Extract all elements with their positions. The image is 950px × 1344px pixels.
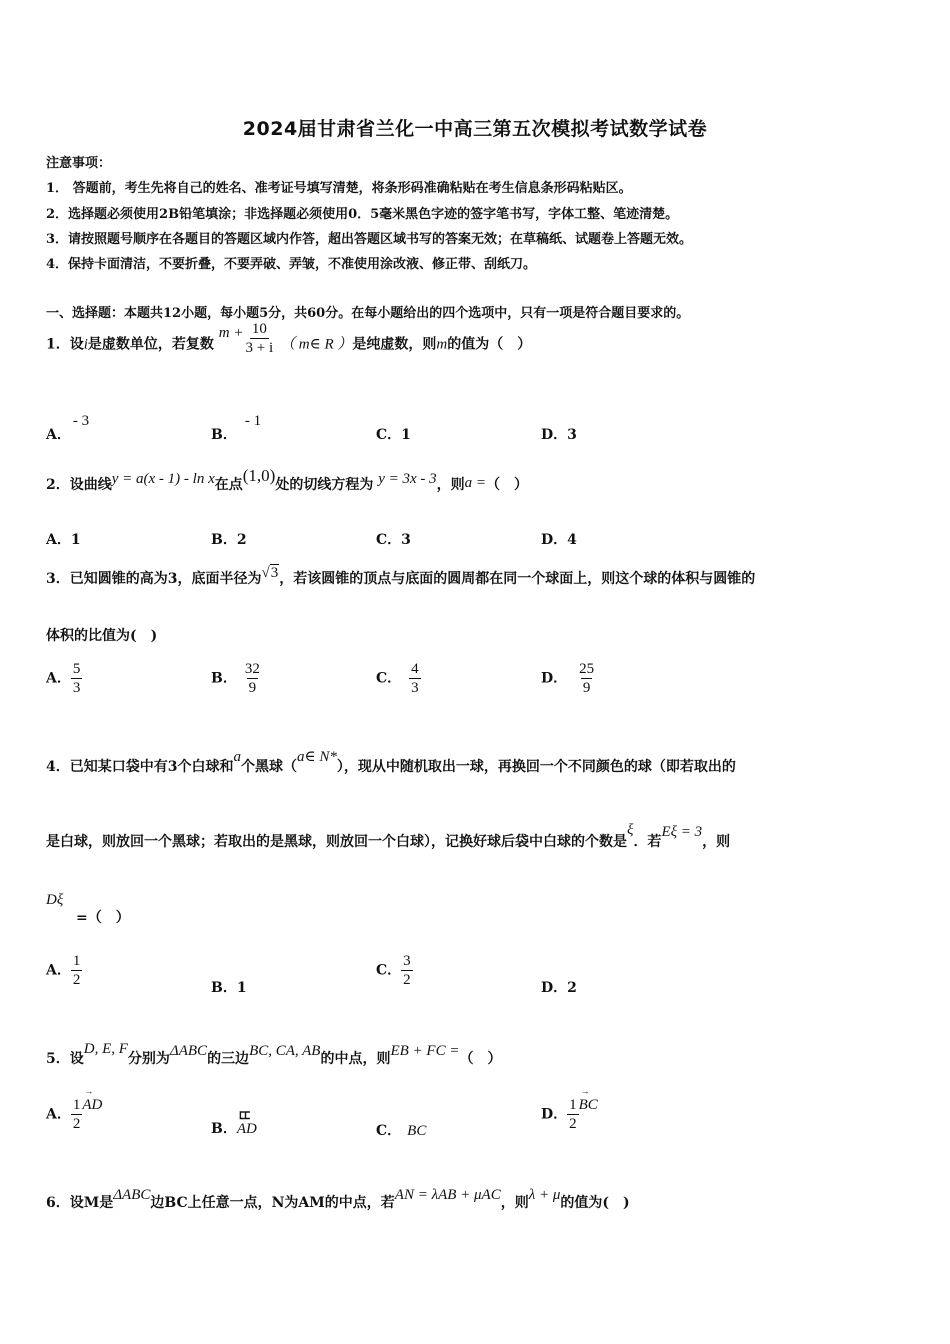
q1-option-b[interactable] (211, 413, 262, 444)
option-label: D． (541, 670, 568, 687)
q4-option-a[interactable] (46, 952, 82, 989)
option-label: C． (376, 427, 402, 443)
q3-option-b[interactable] (211, 660, 262, 697)
q3-text: 3．已知圆锥的高为3，底面半径为 (46, 571, 262, 587)
option-value: - 1 (244, 413, 262, 429)
q1-text-2: 是纯虚数，则 (352, 336, 437, 353)
q4-expectation: Eξ = 3 (661, 824, 703, 840)
option-label: C． (376, 670, 402, 687)
exam-title: 2024届甘肃省兰化一中高三第五次模拟考试数学试卷 (242, 118, 708, 140)
option-vector-group (236, 1111, 257, 1138)
frac-num: 3 (403, 953, 411, 969)
option-label: B． (211, 532, 237, 548)
q1-prefix: 1．设 (46, 336, 84, 353)
question-3-line-1 (46, 565, 756, 588)
q4-option-b[interactable] (211, 977, 247, 997)
q6-sum: λ + μ (528, 1187, 561, 1203)
frac-den: 2 (403, 972, 411, 988)
q4-option-d[interactable] (541, 977, 577, 997)
q3-sqrt: √3 (261, 565, 279, 581)
option-value: 2 (236, 532, 247, 548)
option-fraction (409, 660, 421, 697)
q4-variance: Dξ (46, 892, 64, 908)
q5-text-3: 的中点，则 (320, 1051, 391, 1067)
q1-m: m (436, 336, 448, 353)
q1-frac-den: 3 + i (245, 340, 274, 356)
q2-text-4: （ ） (486, 477, 529, 493)
q3-sqrt-value: 3 (270, 565, 279, 581)
option-label: B． (211, 980, 237, 996)
q3-option-c[interactable] (376, 660, 421, 697)
option-label: C． (376, 1123, 402, 1139)
option-label: D． (541, 427, 568, 443)
q5-option-d[interactable] (541, 1096, 598, 1133)
q1-m-plus: m + (218, 324, 244, 341)
option-vector: → BC (579, 1097, 598, 1114)
notice-item-4: 4．保持卡面清洁，不要折叠，不要弄破、弄皱，不准使用涂改液、修正带、刮纸刀。 (46, 257, 537, 272)
notice-item-3: 3．请按照题号顺序在各题目的答题区域内作答，超出答题区域书写的答案无效；在草稿纸、试题卷上答题无效。 (46, 232, 693, 247)
frac-den: 9 (248, 680, 257, 696)
frac-den: 9 (582, 680, 591, 696)
q5-text: 分别为 (127, 1051, 170, 1067)
q4-condition: a∈ N* (296, 749, 337, 765)
notice-heading: 注意事项： (46, 156, 112, 171)
option-fraction (71, 1096, 83, 1133)
frac-num: 1 (72, 953, 81, 969)
q1-condition: （ m∈ R ） (280, 336, 353, 353)
frac-num: 1 (569, 1097, 577, 1113)
option-value: - 3 (72, 413, 90, 429)
option-label: A． (46, 427, 71, 443)
q5-option-b[interactable] (211, 1111, 257, 1138)
q2-text-3: ，则 (436, 477, 465, 493)
q2-curve: y = a(x - 1) - ln x (111, 471, 215, 487)
q6-text: 边BC上任意一点，N为AM的中点，若 (150, 1195, 395, 1211)
option-value: 3 (567, 427, 577, 443)
option-label: A． (46, 532, 71, 548)
option-vector: AD (236, 1121, 257, 1137)
option-label: C． (376, 962, 402, 979)
q5-option-a[interactable] (46, 1096, 102, 1133)
q2-option-c[interactable] (376, 529, 411, 549)
question-1 (46, 321, 532, 363)
q5-points: D, E, F (83, 1041, 128, 1057)
option-label: D． (541, 1106, 568, 1123)
option-value: 2 (567, 980, 577, 996)
option-value: 3 (401, 532, 411, 548)
q2-text-2: 处的切线方程为 (275, 477, 374, 493)
option-fraction (71, 952, 83, 989)
q2-option-d[interactable] (541, 529, 577, 549)
q5-sides: BC, CA, AB (249, 1043, 321, 1059)
option-fraction (243, 660, 262, 697)
option-vector: → AD (82, 1097, 102, 1114)
q2-text: 在点 (214, 477, 243, 493)
option-label: D． (541, 532, 568, 548)
question-4-line-1 (46, 749, 736, 776)
option-value: 1 (70, 532, 81, 548)
notice-item-2: 2．选择题必须使用2B铅笔填涂；非选择题必须使用0．5毫米黑色字迹的签字笔书写，字体工整、笔迹清楚。 (46, 207, 679, 222)
q6-text-3: 的值为( ) (560, 1195, 630, 1211)
q1-text: 是虚数单位，若复数 (87, 336, 214, 353)
q5-text-4: （ ） (459, 1051, 502, 1067)
frac-num: 32 (244, 661, 260, 677)
frac-num: 25 (579, 661, 595, 677)
q4-text-4: 是白球，则放回一个黑球；若取出的是黑球，则放回一个白球），记换好球后袋中白球的个数是 (46, 834, 627, 850)
option-vector: BC (407, 1123, 427, 1139)
q4-text-3: ），现从中随机取出一球，再换回一个不同颜色的球（即若取出的 (336, 759, 736, 775)
option-label: C． (376, 532, 402, 548)
option-fraction (401, 952, 413, 989)
option-fraction (567, 1096, 579, 1133)
q2-tangent: y = 3x - 3 (378, 471, 437, 487)
q2-option-a[interactable] (46, 529, 81, 549)
q4-a: a (233, 749, 241, 765)
question-6 (46, 1187, 630, 1212)
q4-xi: ξ (627, 822, 634, 838)
q4-text-2: 个黑球（ (240, 759, 297, 775)
q1-i: i (83, 336, 88, 353)
q4-option-c[interactable] (376, 952, 413, 989)
q5-text-2: 的三边 (207, 1051, 250, 1067)
frac-den: 2 (72, 1116, 81, 1132)
q1-fraction (244, 320, 276, 357)
q3-option-a[interactable] (46, 660, 82, 697)
q3-option-d[interactable] (541, 660, 596, 697)
q2-prefix: 2．设曲线 (46, 477, 112, 493)
option-label: D． (541, 980, 568, 996)
question-5 (46, 1041, 502, 1068)
option-label: A． (46, 1106, 71, 1123)
q5-prefix: 5．设 (46, 1051, 84, 1067)
option-label: B． (211, 670, 237, 687)
option-fraction (71, 660, 83, 697)
q1-option-c[interactable] (376, 424, 411, 444)
q1-frac-num: 10 (251, 321, 267, 337)
q2-a-eq: a = (464, 475, 487, 491)
frac-num: 5 (72, 661, 81, 677)
option-label: B． (211, 427, 237, 443)
question-4-line-3b: =（ ） (76, 910, 130, 926)
option-label: A． (46, 962, 71, 979)
q4-text-5: ．若 (633, 834, 662, 850)
option-value: 4 (567, 532, 577, 548)
glyph-artifact: ⵎⵎ (238, 1111, 250, 1122)
frac-num: 4 (411, 661, 419, 677)
question-2 (46, 466, 529, 494)
frac-num: 1 (72, 1097, 81, 1113)
option-value: 1 (401, 427, 411, 443)
q6-triangle: ΔABC (113, 1187, 151, 1203)
q2-point: (1,0) (242, 466, 276, 485)
q4-text: 4．已知某口袋中有3个白球和 (46, 759, 234, 775)
q6-expression: AN = λAB + μAC (394, 1187, 501, 1203)
frac-den: 2 (569, 1116, 577, 1132)
option-value: 1 (236, 980, 247, 996)
frac-den: 2 (72, 972, 81, 988)
frac-den: 3 (72, 680, 81, 696)
notice-item-1: 1． 答题前，考生先将自己的姓名、准考证号填写清楚，将条形码准确粘贴在考生信息条形码粘贴区。 (46, 181, 632, 196)
q6-prefix: 6．设M是 (46, 1195, 114, 1211)
q4-text-6: ，则 (702, 834, 731, 850)
q1-text-3: 的值为（ ） (447, 336, 532, 353)
q5-option-c[interactable] (376, 1120, 426, 1140)
question-4-line-2 (46, 822, 731, 851)
q1-option-d[interactable] (541, 424, 577, 444)
option-label: A． (46, 670, 71, 687)
frac-den: 3 (411, 680, 419, 696)
option-fraction (577, 660, 596, 697)
q2-option-b[interactable] (211, 529, 247, 549)
question-3-line-2: 体积的比值为( ) (46, 628, 158, 644)
q1-option-a[interactable] (46, 413, 90, 444)
q6-text-2: ，则 (500, 1195, 529, 1211)
question-4-line-3 (46, 892, 63, 909)
q5-triangle: ΔABC (169, 1043, 208, 1059)
section-heading: 一、选择题：本题共12小题，每小题5分，共60分。在每小题给出的四个选项中，只有一项是符合题目要求的。 (46, 306, 690, 321)
q5-expression: EB + FC = (390, 1043, 460, 1059)
option-label: B． (211, 1121, 237, 1137)
q3-text-2: ，若该圆锥的顶点与底面的圆周都在同一个球面上，则这个球的体积与圆锥的 (279, 571, 756, 587)
